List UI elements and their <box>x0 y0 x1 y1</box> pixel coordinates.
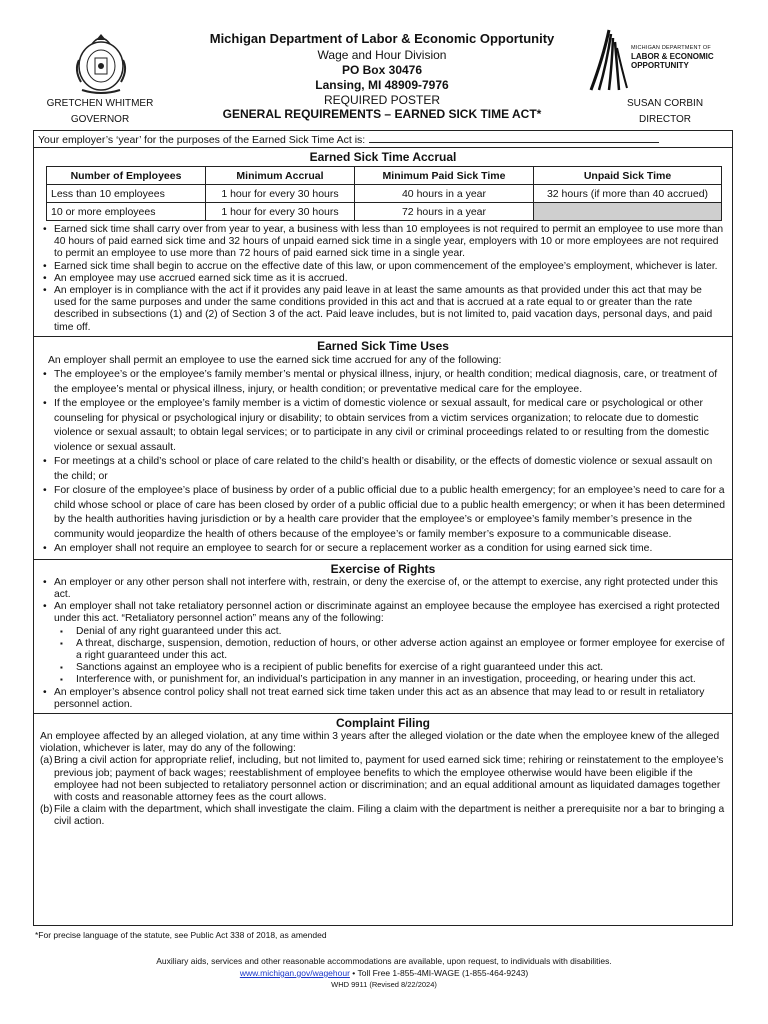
table-cell: 72 hours in a year <box>355 203 534 221</box>
uses-bullets <box>40 368 726 557</box>
wagehour-link[interactable]: www.michigan.gov/wagehour <box>239 968 350 978</box>
list-item <box>54 601 726 686</box>
table-cell: 1 hour for every 30 hours <box>206 185 355 203</box>
retaliation-sublist <box>54 626 726 687</box>
sub-list-item: ▪ Denial of any right guaranteed under this act. <box>76 626 726 638</box>
table-header-row <box>47 167 722 185</box>
governor-title: GOVERNOR <box>70 114 130 125</box>
logo-line-2: LABOR & ECONOMIC <box>631 52 714 61</box>
city-address: Lansing, MI 48909-7976 <box>315 78 449 92</box>
statute-footnote: *For precise language of the statute, see Public Act 338 of 2018, as amended <box>35 930 327 940</box>
logo-line-3: OPPORTUNITY <box>631 61 689 70</box>
retaliation-definition: An employer shall not take retaliatory personnel action or discriminate against an employee because the employee has exercised a right protected under this act. “Retaliatory personnel action” means any of the following: <box>54 601 720 625</box>
accrual-bullets <box>40 224 726 334</box>
complaint-section <box>34 714 732 831</box>
header-title-block <box>170 31 594 122</box>
sub-list-item: ▪ A threat, discharge, suspension, demotion, reduction of hours, or other adverse action against an employee or former employee for exercise of a right guaranteed under this act. <box>76 638 726 662</box>
column-header: Minimum Accrual <box>206 167 355 185</box>
director-name: SUSAN CORBIN <box>626 98 704 109</box>
table-cell: 32 hours (if more than 40 accrued) <box>534 185 722 203</box>
contact-line <box>0 967 768 979</box>
list-item: • An employer shall not require an employee to search for or secure a replacement worker as a condition for using earned sick time. <box>54 542 726 557</box>
rights-title: Exercise of Rights <box>330 561 436 576</box>
accrual-table <box>46 166 722 221</box>
list-item: • An employee may use accrued earned sick time as it is accrued. <box>54 273 726 285</box>
leo-logo-icon <box>585 28 629 92</box>
list-item <box>40 755 726 804</box>
list-item: • If the employee or the employee’s family member is a victim of domestic violence or sexual assault, for medical care or psychological or other counseling for physical or psychological injury or disability; to obtain services from a victim services organization; to relocate due to domestic violence or sexual assault; to obtain legal services; or to participate in any civil or criminal proceedings related to or resulting from the domestic violence or sexual assault. <box>54 397 726 455</box>
agency-name: Michigan Department of Labor & Economic Opportunity <box>209 31 555 46</box>
poster-type: REQUIRED POSTER <box>323 93 440 107</box>
accommodations-note: Auxiliary aids, services and other reasonable accommodations are available, upon request, to individuals with disabilities. <box>156 956 612 966</box>
leo-logo <box>585 28 735 88</box>
list-item: • An employer is in compliance with the act if it provides any paid leave in at least the same amounts as that provided under this act that may be used for the same purposes and under the same conditions provided in this act and that is accrued at a rate equal to or greater than the rate described in subsections (1) and (2) of Section 3 of the act. Paid leave includes, but is not limited to, paid vacation days, personal days, and paid time off. <box>54 285 726 334</box>
sub-list-item: ▪ Sanctions against an employee who is a recipient of public benefits for exercise of a right guaranteed under this act. <box>76 662 726 674</box>
logo-line-1: MICHIGAN DEPARTMENT OF <box>631 45 711 51</box>
list-item: • Earned sick time shall begin to accrue on the effective date of this law, or upon commencement of the employee’s employment, whichever is later. <box>54 261 726 273</box>
table-cell: Less than 10 employees <box>47 185 206 203</box>
director-title: DIRECTOR <box>638 114 692 125</box>
poster-title: GENERAL REQUIREMENTS – EARNED SICK TIME ACT* <box>222 107 542 121</box>
column-header: Minimum Paid Sick Time <box>355 167 534 185</box>
poster-body <box>33 130 733 926</box>
column-header: Number of Employees <box>47 167 206 185</box>
rights-bullets <box>40 577 726 711</box>
list-item: • For closure of the employee’s place of business by order of a public official due to a public health emergency; for an employee’s need to care for a child whose school or place of care has been closed by order of a public official due to a public health emergency; or when it has been determined by the health authorities having jurisdiction or by a health care provider that the employee’s or employee’s family member’s presence in the community would jeopardize the health of others because of the employee’s or family member’s exposure to a communicable disease. <box>54 484 726 542</box>
employer-year-label: Your employer’s ‘year’ for the purposes of the Earned Sick Time Act is: <box>38 134 366 146</box>
poster-footer <box>0 955 768 991</box>
complaint-intro: An employee affected by an alleged violation, at any time within 3 years after the alleged violation or the date when the employee knew of the alleged violation, whichever is later, may do any of the following: <box>40 731 720 755</box>
list-item: • For meetings at a child’s school or place of care related to the child’s health or disability, or the effects of domestic violence or sexual assault on the child; or <box>54 455 726 484</box>
list-item: • An employer or any other person shall not interfere with, restrain, or deny the exercise of, or the attempt to exercise, any right protected under this act. <box>54 577 726 601</box>
table-cell: 10 or more employees <box>47 203 206 221</box>
table-row <box>47 203 722 221</box>
item-marker: (a) <box>40 755 53 767</box>
poster-header <box>0 0 768 130</box>
list-item: • An employer’s absence control policy shall not treat earned sick time taken under this act as an absence that may lead to or result in retaliatory personnel action. <box>54 687 726 711</box>
list-item: • Earned sick time shall carry over from year to year, a business with less than 10 employees is not required to permit an employee to use more than 40 hours of paid earned sick time and 32 hours of unpaid earned sick time in a single year, employers with 10 or more employees are not required to permit an employee to use more than 72 hours of paid earned sick time in a single year. <box>54 224 726 261</box>
governor-name: GRETCHEN WHITMER <box>46 98 154 109</box>
option-a-text: Bring a civil action for appropriate relief, including, but not limited to, payment for used earned sick time; rehiring or reinstatement to the employee’s previous job; payment of back wages; reestablishment of employee benefits to which the employee otherwise would have been eligible if the employee had not been subjected to retaliatory personnel action or discrimination; and an equal additional amount as liquidated damages together with costs and reasonable attorney fees as the court allows. <box>54 755 724 804</box>
complaint-title: Complaint Filing <box>336 716 430 731</box>
table-cell: 40 hours in a year <box>355 185 534 203</box>
uses-title: Earned Sick Time Uses <box>317 338 449 353</box>
table-row <box>47 185 722 203</box>
item-marker: (b) <box>40 804 53 816</box>
column-header: Unpaid Sick Time <box>534 167 722 185</box>
uses-intro: An employer shall permit an employee to use the earned sick time accrued for any of the following: <box>48 354 502 366</box>
employer-year-row <box>34 131 732 148</box>
option-b-text: File a claim with the department, which shall investigate the claim. Filing a claim with the department is neither a prerequisite nor a bar to bringing a civil action. <box>54 804 725 828</box>
rights-section <box>34 560 732 714</box>
form-number: WHD 9911 (Revised 8/22/2024) <box>331 980 437 989</box>
division-name: Wage and Hour Division <box>317 48 447 62</box>
uses-section <box>34 337 732 560</box>
complaint-options <box>40 755 726 828</box>
toll-free-text: • Toll Free 1-855-4MI-WAGE (1-855-464-9243) <box>349 968 529 978</box>
sub-list-item: ▪ Interference with, or punishment for, an individual’s participation in any manner in an investigation, proceeding, or hearing under this act. <box>76 674 726 686</box>
employer-year-blank <box>369 133 659 143</box>
list-item: • The employee’s or the employee’s family member’s mental or physical illness, injury, or health condition; medical diagnosis, care, or treatment of the employee’s mental or physical illness, injury, or health condition; or preventative medical care for the employee. <box>54 368 726 397</box>
shaded-empty-cell <box>534 203 722 221</box>
accrual-title: Earned Sick Time Accrual <box>309 150 457 164</box>
table-cell: 1 hour for every 30 hours <box>206 203 355 221</box>
po-box: PO Box 30476 <box>341 63 423 77</box>
accrual-section <box>34 148 732 337</box>
list-item <box>40 804 726 828</box>
michigan-seal-icon <box>70 30 132 96</box>
